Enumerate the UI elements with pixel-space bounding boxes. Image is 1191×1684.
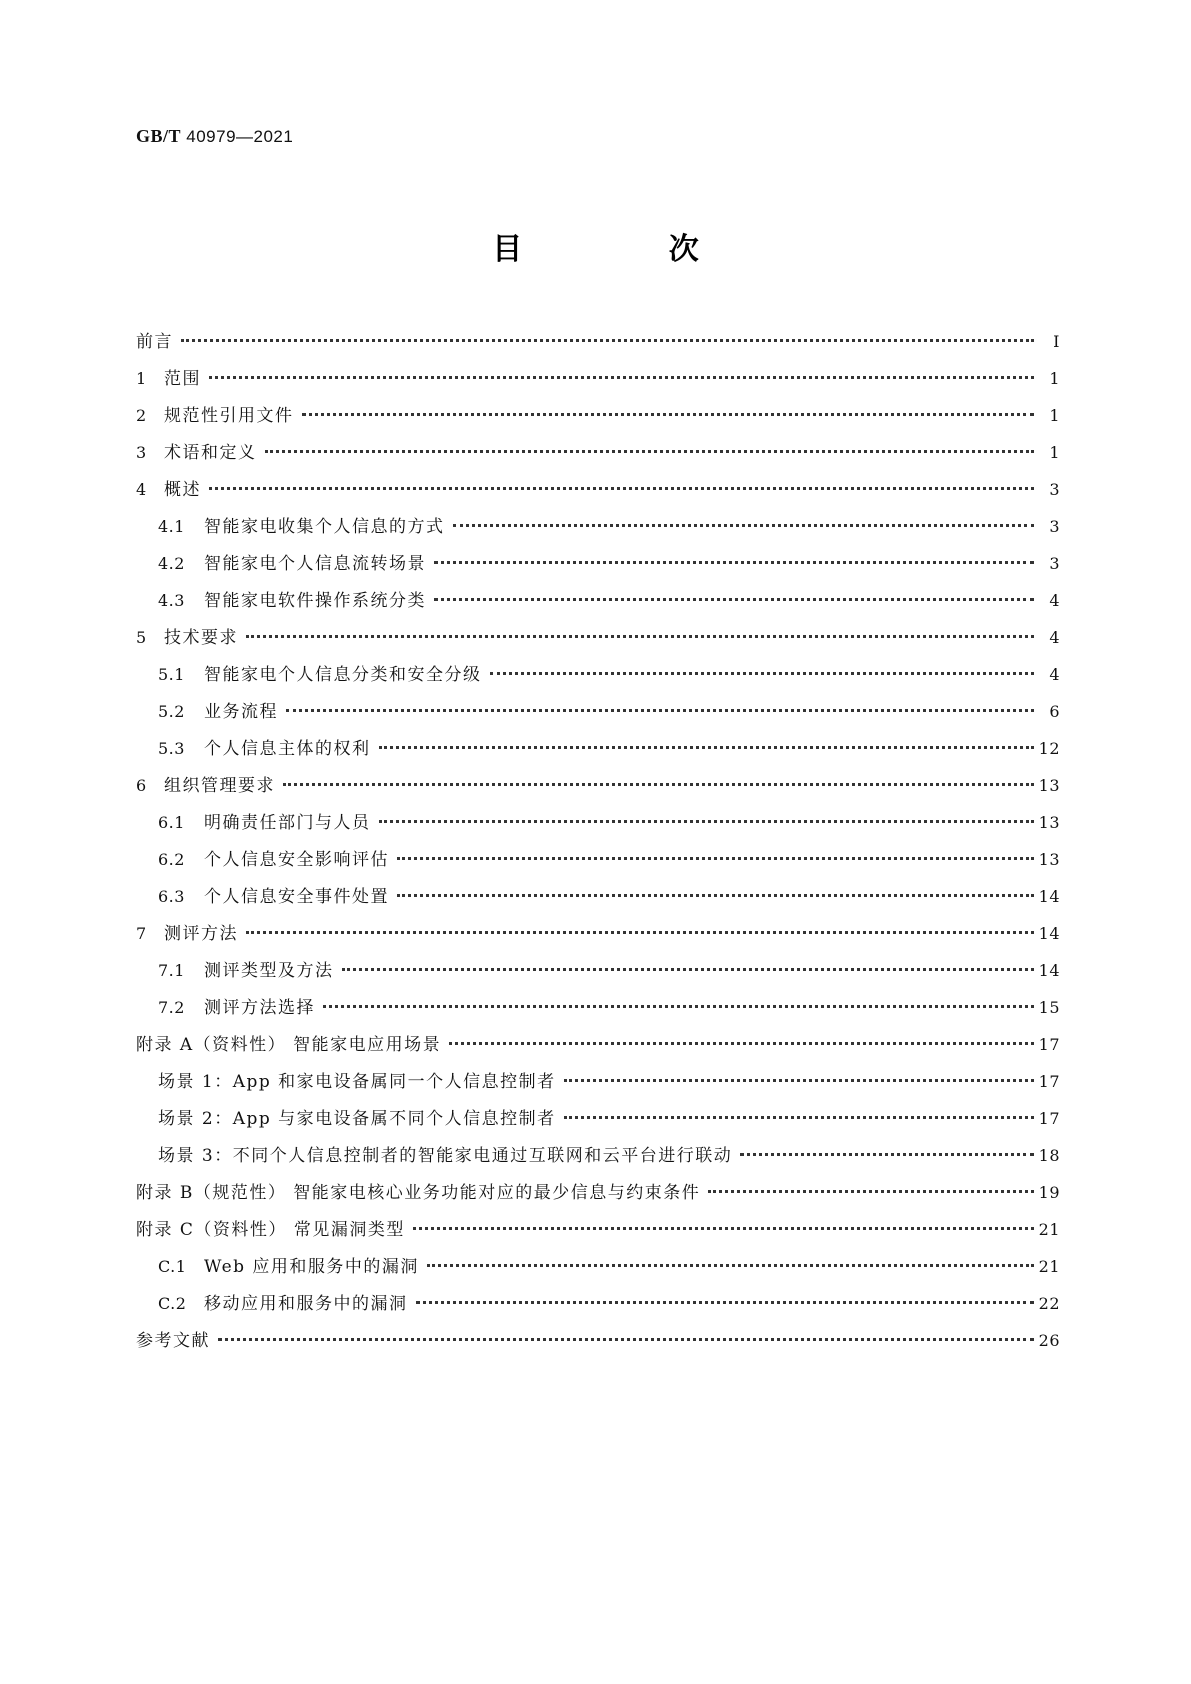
toc-entry[interactable] [136, 989, 1060, 1026]
toc-entry-page: 4 [1049, 628, 1060, 647]
toc-dot-leader [449, 1041, 1034, 1045]
toc-entry-number: 7.1 [158, 961, 185, 980]
toc-entry-title: 个人信息安全事件处置 [204, 887, 389, 907]
toc-entry[interactable] [136, 397, 1060, 434]
toc-entry-number: 7.2 [158, 998, 185, 1017]
toc-dot-leader [286, 708, 1034, 712]
toc-entry[interactable] [136, 434, 1060, 471]
toc-dot-leader [564, 1078, 1034, 1082]
toc-entry[interactable] [136, 693, 1060, 730]
toc-dot-leader [246, 930, 1034, 934]
toc-entry-page: 6 [1049, 702, 1060, 721]
toc-dot-leader [246, 634, 1034, 638]
toc-entry[interactable] [136, 545, 1060, 582]
toc-dot-leader [740, 1152, 1034, 1156]
toc-entry[interactable] [136, 1285, 1060, 1322]
toc-entry-number: 5.3 [158, 739, 185, 758]
toc-entry-number: 4.2 [158, 554, 185, 573]
toc-dot-leader [397, 893, 1034, 897]
toc-dot-leader [490, 671, 1035, 675]
toc-entry-number: C.1 [158, 1257, 187, 1276]
table-of-contents [136, 323, 1060, 1359]
toc-dot-leader [302, 412, 1035, 416]
toc-entry-number: 1 [136, 369, 147, 388]
toc-entry-title: 智能家电个人信息流转场景 [204, 554, 426, 574]
toc-entry[interactable] [136, 1211, 1060, 1248]
toc-entry[interactable] [136, 952, 1060, 989]
toc-entry-title: 测评类型及方法 [204, 961, 334, 981]
toc-dot-leader [564, 1115, 1034, 1119]
toc-entry-number: 6.1 [158, 813, 185, 832]
toc-entry-page: 3 [1049, 554, 1060, 573]
toc-entry-page: 14 [1038, 961, 1060, 980]
toc-entry[interactable] [136, 360, 1060, 397]
toc-entry-page: 4 [1049, 591, 1060, 610]
toc-entry-number: 6 [136, 776, 147, 795]
toc-dot-leader [209, 486, 1034, 490]
toc-dot-leader [323, 1004, 1034, 1008]
toc-entry[interactable] [136, 1100, 1060, 1137]
toc-entry-page: 19 [1038, 1183, 1060, 1202]
toc-entry[interactable] [136, 878, 1060, 915]
toc-dot-leader [434, 560, 1034, 564]
toc-entry-title: 智能家电收集个人信息的方式 [204, 517, 445, 537]
toc-entry[interactable] [136, 508, 1060, 545]
toc-dot-leader [397, 856, 1034, 860]
toc-dot-leader [218, 1337, 1034, 1341]
toc-entry-title: 概述 [164, 480, 201, 500]
toc-dot-leader [342, 967, 1035, 971]
toc-dot-leader [209, 375, 1034, 379]
toc-entry[interactable] [136, 1174, 1060, 1211]
toc-entry-title: 场景 2：App 与家电设备属不同个人信息控制者 [158, 1109, 556, 1129]
toc-entry-page: 1 [1049, 369, 1060, 388]
toc-entry-page: 18 [1038, 1146, 1060, 1165]
toc-entry-page: Ⅰ [1053, 332, 1060, 351]
toc-entry[interactable] [136, 767, 1060, 804]
toc-entry[interactable] [136, 1026, 1060, 1063]
toc-entry-title: 术语和定义 [164, 443, 257, 463]
toc-dot-leader [379, 819, 1035, 823]
toc-entry-title: 移动应用和服务中的漏洞 [204, 1294, 408, 1314]
toc-entry-page: 1 [1049, 443, 1060, 462]
toc-entry-page: 14 [1038, 887, 1060, 906]
toc-entry-number: C.2 [158, 1294, 187, 1313]
toc-entry-page: 1 [1049, 406, 1060, 425]
toc-entry[interactable] [136, 471, 1060, 508]
standard-prefix: GB/T [136, 126, 182, 146]
toc-entry-page: 26 [1038, 1331, 1060, 1350]
toc-entry-title: 规范性引用文件 [164, 406, 294, 426]
toc-entry[interactable] [136, 841, 1060, 878]
toc-dot-leader [283, 782, 1034, 786]
toc-entry-title: 场景 1：App 和家电设备属同一个人信息控制者 [158, 1072, 556, 1092]
toc-entry[interactable] [136, 804, 1060, 841]
toc-entry[interactable] [136, 1248, 1060, 1285]
toc-dot-leader [413, 1226, 1034, 1230]
toc-dot-leader [453, 523, 1035, 527]
toc-entry-number: 5.2 [158, 702, 185, 721]
toc-dot-leader [379, 745, 1035, 749]
toc-entry-title: 个人信息主体的权利 [204, 739, 371, 759]
toc-entry[interactable] [136, 582, 1060, 619]
toc-entry-page: 4 [1049, 665, 1060, 684]
toc-entry-page: 14 [1038, 924, 1060, 943]
toc-entry-page: 17 [1038, 1109, 1060, 1128]
toc-title: 目 次 [492, 232, 767, 267]
toc-entry-title: Web 应用和服务中的漏洞 [204, 1257, 419, 1277]
toc-entry[interactable] [136, 656, 1060, 693]
toc-entry-title: 技术要求 [164, 628, 238, 648]
toc-entry-page: 3 [1049, 517, 1060, 536]
toc-entry-title: 组织管理要求 [164, 776, 275, 796]
toc-dot-leader [434, 597, 1034, 601]
toc-dot-leader [708, 1189, 1034, 1193]
toc-entry-title: 智能家电个人信息分类和安全分级 [204, 665, 482, 685]
toc-entry-page: 22 [1038, 1294, 1060, 1313]
toc-entry-title: 场景 3：不同个人信息控制者的智能家电通过互联网和云平台进行联动 [158, 1146, 733, 1166]
toc-entry[interactable] [136, 1322, 1060, 1359]
toc-entry-page: 13 [1038, 850, 1060, 869]
standard-code [136, 126, 293, 147]
toc-entry-page: 13 [1038, 813, 1060, 832]
toc-dot-leader [427, 1263, 1034, 1267]
toc-entry[interactable] [136, 619, 1060, 656]
toc-entry-title: 前言 [136, 332, 173, 352]
toc-entry-page: 17 [1038, 1072, 1060, 1091]
toc-entry-page: 21 [1038, 1257, 1060, 1276]
toc-entry-number: 4.1 [158, 517, 185, 536]
toc-entry-title: 明确责任部门与人员 [204, 813, 371, 833]
standard-number: 40979—2021 [186, 127, 294, 146]
toc-entry[interactable] [136, 1137, 1060, 1174]
toc-entry-title: 智能家电软件操作系统分类 [204, 591, 426, 611]
toc-entry-title: 附录 B（规范性） 智能家电核心业务功能对应的最少信息与约束条件 [136, 1183, 701, 1203]
toc-entry-number: 6.2 [158, 850, 185, 869]
toc-entry-page: 15 [1038, 998, 1060, 1017]
toc-entry[interactable] [136, 730, 1060, 767]
toc-entry-page: 21 [1038, 1220, 1060, 1239]
toc-entry[interactable] [136, 915, 1060, 952]
toc-dot-leader [416, 1300, 1035, 1304]
toc-entry-number: 4 [136, 480, 147, 499]
toc-entry-number: 4.3 [158, 591, 185, 610]
toc-dot-leader [265, 449, 1035, 453]
toc-entry-page: 3 [1049, 480, 1060, 499]
toc-entry-title: 测评方法选择 [204, 998, 315, 1018]
toc-entry[interactable] [136, 1063, 1060, 1100]
toc-entry-title: 业务流程 [204, 702, 278, 722]
toc-entry-title: 范围 [164, 369, 201, 389]
toc-entry-number: 5 [136, 628, 147, 647]
toc-entry-page: 17 [1038, 1035, 1060, 1054]
toc-entry-number: 3 [136, 443, 147, 462]
toc-entry-title: 测评方法 [164, 924, 238, 944]
toc-entry[interactable] [136, 323, 1060, 360]
toc-entry-page: 12 [1038, 739, 1060, 758]
toc-entry-title: 参考文献 [136, 1331, 210, 1351]
toc-entry-title: 个人信息安全影响评估 [204, 850, 389, 870]
toc-entry-page: 13 [1038, 776, 1060, 795]
toc-entry-number: 6.3 [158, 887, 185, 906]
toc-entry-title: 附录 A（资料性） 智能家电应用场景 [136, 1035, 442, 1055]
toc-entry-number: 5.1 [158, 665, 185, 684]
toc-entry-number: 2 [136, 406, 147, 425]
toc-entry-title: 附录 C（资料性） 常见漏洞类型 [136, 1220, 405, 1240]
toc-entry-number: 7 [136, 924, 147, 943]
toc-dot-leader [181, 338, 1034, 342]
